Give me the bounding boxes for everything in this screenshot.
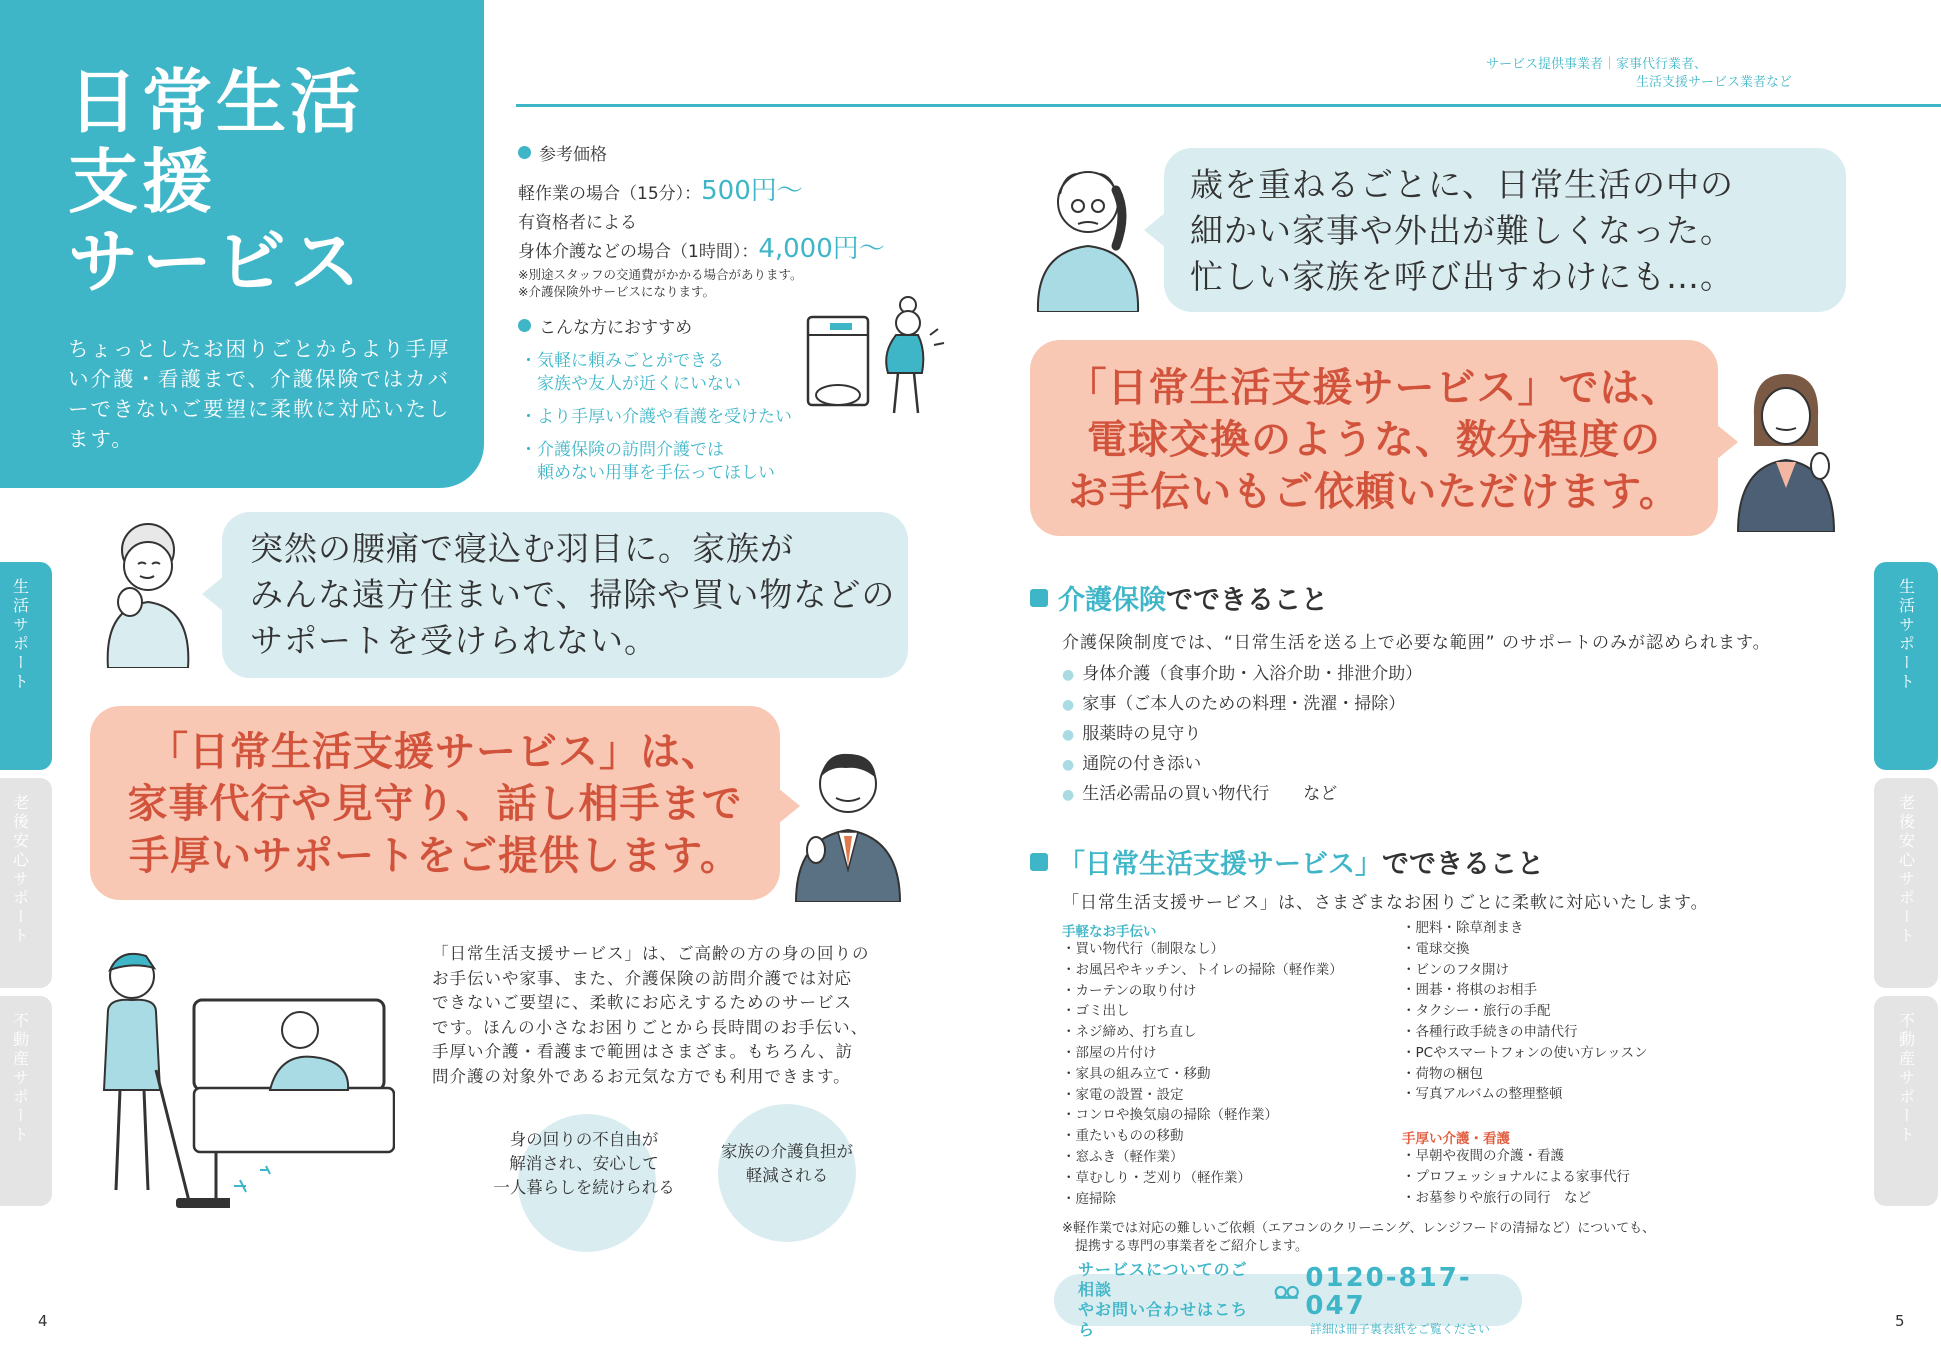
list-item: ・ 早朝や夜間の介護・看護 [1402,1146,1742,1167]
page-number-left: 4 [38,1312,48,1330]
contact-banner[interactable] [1054,1260,1522,1339]
tab-life-support-right[interactable]: 生活サポート [1874,562,1938,770]
list-item: ● 通院の付き添い [1062,750,1422,780]
benefit-text-1: 身の回りの不自由が 解消され、安心して 一人暮らしを続けられる [493,1130,675,1197]
heading-square-icon [1030,589,1048,607]
price-heading: 参考価格 [518,140,607,165]
elderly-woman-illustration [90,518,200,668]
list-item: ・介護保険の訪問介護では 頼めない用事を手伝ってほしい [520,440,775,483]
hero-description: ちょっとしたお困りごとからより手厚い介護・看護まで、介護保険ではカバーできないご要望に柔軟に対応いたします。 [68,337,451,451]
list-item: ・ 写真アルバムの整理整頓 [1402,1084,1742,1105]
list-item: ・ 家電の設置・設定 [1062,1085,1402,1106]
casual-list-2 [1402,918,1742,1105]
service-description: 「日常生活支援サービス」は、ご高齢の方の身の回りの お手伝いや家事、また、介護保険の訪問介護では対応 できないご要望に、柔軟にお応えするためのサービス です。ほんの小さなお困りごとから長時間のお手伝い、 手厚い介護・看護まで範囲はさまざま。もちろん、訪 問介護の対象外であるお元気な方でも利用できます。 [432,944,870,1086]
casual-heading: 手軽なお手伝い [1062,924,1157,940]
bullet-icon [518,146,531,159]
care-list [1402,1146,1742,1208]
list-item: ・ お風呂やキッチン、トイレの掃除（軽作業） [1062,960,1402,981]
contact-label: サービスについてのご相談 やお問い合わせはこちら [1078,1260,1249,1339]
price-qualified-label-1: 有資格者による [518,213,637,233]
tab-life-support-left[interactable]: 生活サポート [0,562,52,770]
list-item: ・ 庭掃除 [1062,1189,1402,1210]
list-item: ・ 買い物代行（制限なし） [1062,939,1402,960]
price-qualified: 身体介護などの場合（1時間）：4,000円〜 [518,234,885,264]
answer-bubble-left: 「日常生活支援サービス」は、 家事代行や見守り、話し相手まで 手厚いサポートをご提供します。 [90,706,780,900]
tab-retirement-support-left[interactable]: 老後安心サポート [0,778,52,988]
list-item: ・ 囲碁・将棋のお相手 [1402,980,1742,1001]
list-item: ・ ゴミ出し [1062,1001,1402,1022]
list-item: ● 身体介護（食事介助・入浴介助・排泄介助） [1062,660,1422,690]
heading-square-icon [1030,853,1048,871]
price-note-1: ※別途スタッフの交通費がかかる場合があります。 [518,267,803,282]
kaigo-lead: 介護保険制度では、“日常生活を送る上で必要な範囲” のサポートのみが認められます。 [1062,633,1771,653]
laundry-illustration [800,295,950,425]
list-item: ● 家事（ご本人のための料理・洗濯・掃除） [1062,690,1422,720]
service-lead: 「日常生活支援サービス」は、さまざまなお困りごとに柔軟に対応いたします。 [1062,893,1709,913]
list-item: ・ PCやスマートフォンの使い方レッスン [1402,1043,1742,1064]
list-item: ・ 重たいものの移動 [1062,1126,1402,1147]
list-item: ・ 窓ふき（軽作業） [1062,1147,1402,1168]
list-item: ・ カーテンの取り付け [1062,981,1402,1002]
caregiver-illustration [90,940,395,1230]
quote-bubble-left: 突然の腰痛で寝込む羽目に。家族が みんな遠方住まいで、掃除や買い物などの サポートを受けられない。 [222,512,908,678]
female-staff-illustration [1730,366,1840,532]
list-item: ・ ネジ締め、打ち直し [1062,1022,1402,1043]
list-item: ・ ビンのフタ開け [1402,960,1742,981]
elderly-man-illustration [1024,154,1152,312]
bullet-icon [518,319,531,332]
casual-list [1062,939,1402,1209]
list-item: ・ 電球交換 [1402,939,1742,960]
answer-bubble-right: 「日常生活支援サービス」では、 電球交換のような、数分程度の お手伝いもご依頼いただけます。 [1030,340,1718,536]
list-item: ・ 荷物の梱包 [1402,1064,1742,1085]
list-item: ・ 家具の組み立て・移動 [1062,1064,1402,1085]
header-rule [516,104,1941,107]
list-item: ・ お墓参りや旅行の同行 など [1402,1188,1742,1209]
list-item: ・ タクシー・旅行の手配 [1402,1001,1742,1022]
care-heading: 手厚い介護・看護 [1402,1131,1510,1147]
page-title: 日常生活 支援 サービス [68,61,364,303]
male-staff-illustration [786,742,912,902]
service-heading: 「日常生活支援サービス」でできること [1030,842,1544,881]
list-item: ・ 草むしり・芝刈り（軽作業） [1062,1168,1402,1189]
tab-real-estate-support-right[interactable]: 不動産サポート [1874,996,1938,1206]
service-footnote: ※軽作業では対応の難しいご依頼（エアコンのクリーニング、レンジフードの清掃など）についても、 提携する専門の事業者をご紹介します。 [1062,1221,1656,1254]
tab-retirement-support-right[interactable]: 老後安心サポート [1874,778,1938,988]
recommend-list [520,350,820,495]
contact-sub: 詳細は冊子裏表紙をご覧ください [1309,1321,1490,1336]
list-item: ・ 各種行政手続きの申請代行 [1402,1022,1742,1043]
price-note-2: ※介護保険外サービスになります。 [518,284,715,299]
kaigo-list [1062,660,1422,810]
benefit-text-2: 家族の介護負担が 軽減される [721,1142,853,1185]
free-dial-icon [1274,1283,1300,1301]
quote-bubble-right: 歳を重ねるごとに、日常生活の中の 細かい家事や外出が難しくなった。 忙しい家族を呼び出すわけにも…。 [1164,148,1846,312]
price-light: 軽作業の場合（15分）：500円〜 [518,176,803,206]
list-item: ・より手厚い介護や看護を受けたい [520,407,792,427]
list-item: ・ コンロや換気扇の掃除（軽作業） [1062,1105,1402,1126]
recommend-heading: こんな方におすすめ [518,313,692,338]
list-item: ・気軽に頼みごとができる 家族や友人が近くにいない [520,351,741,394]
contact-tel[interactable]: 0120-817-047 [1305,1262,1472,1321]
page-number-right: 5 [1895,1312,1905,1330]
list-item: ・ 部屋の片付け [1062,1043,1402,1064]
provider-header: サービス提供事業者｜家事代行業者、 生活支援サービス業者など [1486,57,1793,90]
kaigo-heading: 介護保険でできること [1030,578,1328,617]
list-item: ● 服薬時の見守り [1062,720,1422,750]
tab-real-estate-support-left[interactable]: 不動産サポート [0,996,52,1206]
list-item: ・ プロフェッショナルによる家事代行 [1402,1167,1742,1188]
list-item: ● 生活必需品の買い物代行 など [1062,780,1422,810]
list-item: ・ 肥料・除草剤まき [1402,918,1742,939]
